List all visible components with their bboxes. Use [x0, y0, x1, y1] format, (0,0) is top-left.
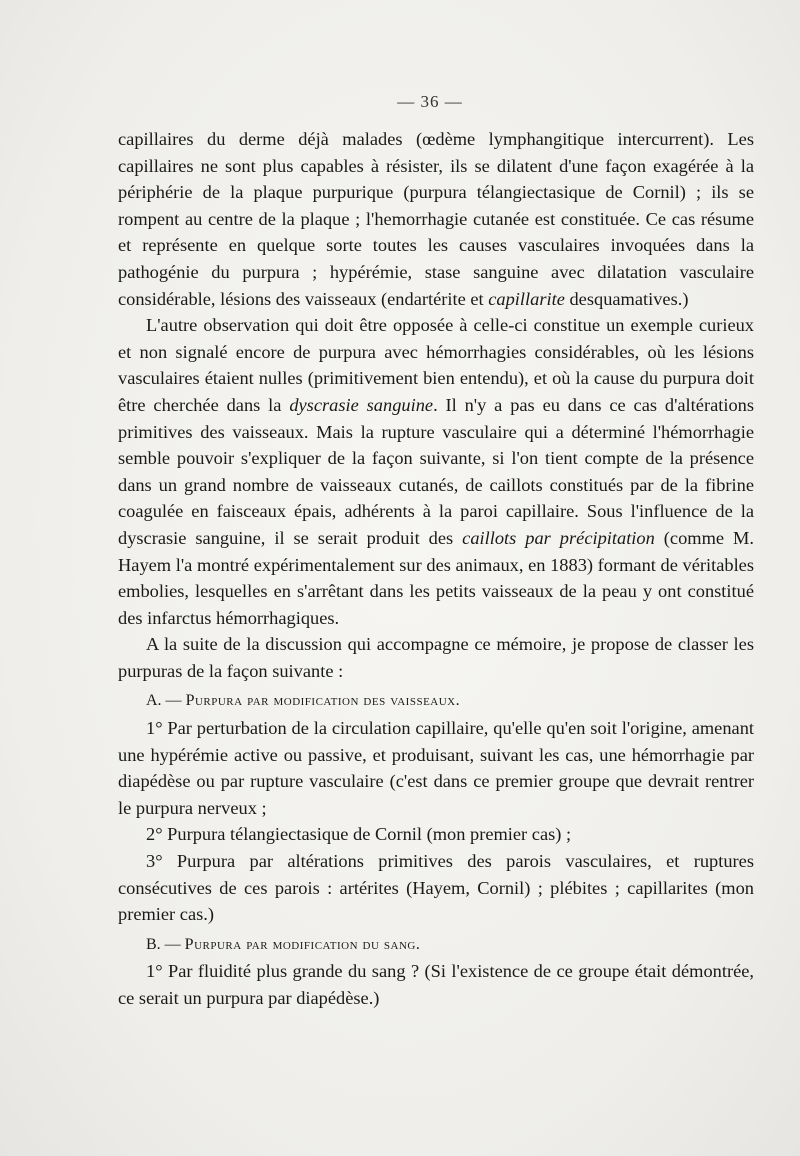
section-heading-a: [118, 688, 754, 715]
body-text: [118, 126, 754, 1012]
text-run: capillaires du derme déjà malades (œdème lymphangitique intercurrent). Les capillaires ne sont plus capables à résister, ils se dilatent d'une façon exagérée à la périphérie de la plaque purpurique (purpura télangiectasique de Cornil) ; ils se rompent au centre de la plaque ; l'hemorrhagie cutanée est constituée. Ce cas résume et représente en quelque sorte toutes les causes vasculaires invoquées dans la pathogénie du purpura ; hypérémie, stase sanguine avec dilatation vasculaire considérable, lésions des vaisseaux (endartérite et: [118, 129, 754, 309]
italic-term: capillarite: [488, 288, 565, 309]
list-item: 1° Par perturbation de la circulation capillaire, qu'elle qu'en soit l'origine, amenant une hypérémie active ou passive, et produisant, suivant les cas, une hémorrhagie par diapédèse ou par rupture vasculaire (c'est dans ce premier groupe que devrait rentrer le purpura nerveux ;: [118, 718, 754, 818]
paragraph: A la suite de la discussion qui accompagne ce mémoire, je propose de classer les purpuras de la façon suivante :: [118, 634, 754, 681]
section-heading-b: [118, 932, 754, 959]
italic-term: caillots par précipitation: [462, 527, 655, 548]
list-item: 1° Par fluidité plus grande du sang ? (Si l'existence de ce groupe était démontrée, ce serait un purpura par diapédèse.): [118, 961, 754, 1008]
text-run: . Il n'y a pas eu dans ce cas d'altérations primitives des vaisseaux. Mais la rupture vasculaire qui a déterminé l'hémorrhagie semble pouvoir s'expliquer de la façon suivante, si l'on tient compte de la présence dans un grand nombre de vaisseaux cutanés, de caillots constitués par de la fibrine coagulée en faisceaux épais, adhérents à la paroi capillaire. Sous l'influence de la dyscrasie sanguine, il se serait produit des: [118, 394, 754, 548]
heading-title: Purpura par modification des vaisseaux.: [185, 692, 461, 710]
paragraph: [118, 126, 754, 312]
page-number: — 36 —: [397, 92, 463, 111]
text-run: (comme M. Hayem l'a montré expérimentalement sur des animaux, en 1883) formant de véritables embolies, lesquelles en s'arrêtant dans les petits vaisseaux de la peau y ont constitué des infarctus hémorrhagiques.: [118, 527, 754, 628]
list-item: 3° Purpura par altérations primitives des parois vasculaires, et ruptures consécutives de ces parois : artérites (Hayem, Cornil) ; plébites ; capillarites (mon premier cas.): [118, 851, 754, 925]
heading-letter: B. —: [146, 935, 181, 953]
italic-term: dyscrasie sanguine: [289, 394, 434, 415]
text-run: desquamatives.): [569, 288, 689, 309]
list-item: 2° Purpura télangiectasique de Cornil (mon premier cas) ;: [146, 824, 572, 845]
heading-letter: A. —: [146, 692, 182, 710]
text-run: L'autre observation qui doit être opposée à celle-ci constitue un exemple curieux et non signalé encore de purpura avec hémorrhagies considérables, où les lésions vasculaires étaient nulles (primitivement bien entendu), et où la cause du purpura doit être cherchée dans la: [118, 315, 754, 415]
paragraph: [118, 312, 754, 631]
heading-title: Purpura par modification du sang.: [184, 935, 421, 953]
